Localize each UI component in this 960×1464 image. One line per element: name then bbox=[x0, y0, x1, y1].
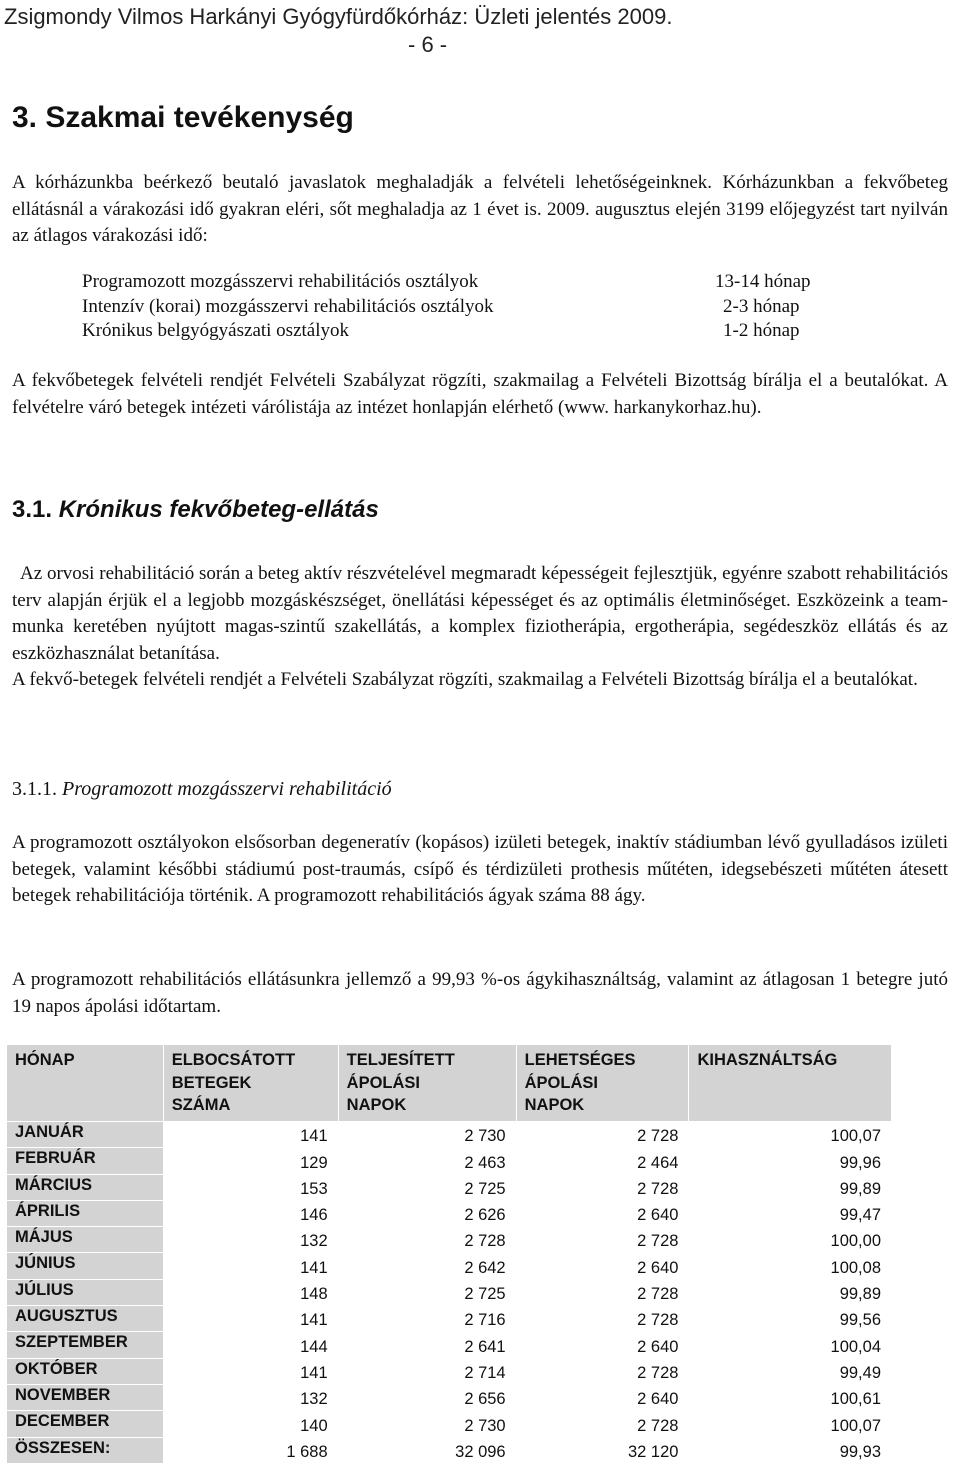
value-cell: 99,93 bbox=[689, 1437, 892, 1463]
value-cell: 2 640 bbox=[516, 1200, 689, 1226]
month-cell: ÁPRILIS bbox=[7, 1200, 164, 1226]
value-cell: 2 725 bbox=[338, 1174, 516, 1200]
value-cell: 99,89 bbox=[689, 1174, 892, 1200]
waiting-time: 13-14 hónap bbox=[715, 271, 811, 292]
value-cell: 100,61 bbox=[689, 1384, 892, 1410]
admission-paragraph: A fekvőbetegek felvételi rendjét Felvételi Szabályzat rögzíti, szakmailag a Felvételi Bizottság bírálja el a beutalókat. A felvételre váró betegek intézeti várólistája az intézet honlapján elérhető (www. harkanykorhaz.hu). bbox=[12, 370, 948, 418]
rehab-paragraph: Az orvosi rehabilitáció során a beteg aktív részvételével megmaradt képességeit fejlesztjük, egyénre szabott rehabilitációs terv alapján érjük el a legjobb mozgáskészséget, önellátási képességet és az optimális életminőséget. Eszközeink a team-munka keretében nyújtott magas-szintű szakellátás, a komplex fiziotherápia, ergotherápia, segédeszköz ellátás és az eszközhasználat betanítása. bbox=[12, 563, 948, 664]
value-cell: 2 716 bbox=[338, 1306, 516, 1332]
monthly-statistics-table bbox=[6, 1044, 892, 1464]
utilization-paragraph: A programozott rehabilitációs ellátásunkra jellemző a 99,93 %-os ágykihasználtság, valamint az átlagosan 1 betegre jutó 19 napos ápolási időtartam. bbox=[12, 969, 948, 1017]
value-cell: 100,00 bbox=[689, 1227, 892, 1253]
table-row bbox=[7, 1148, 892, 1174]
page-header bbox=[0, 2, 960, 57]
table-row bbox=[7, 1306, 892, 1332]
value-cell: 132 bbox=[163, 1384, 338, 1410]
value-cell: 2 642 bbox=[338, 1253, 516, 1279]
waiting-time-row bbox=[82, 319, 842, 344]
ward-name: Intenzív (korai) mozgásszervi rehabilitációs osztályok bbox=[82, 295, 494, 317]
value-cell: 132 bbox=[163, 1227, 338, 1253]
month-cell: ÖSSZESEN: bbox=[7, 1437, 164, 1463]
page-number: - 6 - bbox=[408, 32, 448, 57]
program-paragraph: A programozott osztályokon elsősorban degeneratív (kopásos) izületi betegek, inaktív stádiumban lévő gyulladásos izületi betegek, valamint későbbi stádiumú post-traumás, csípő és térdizületi prothesis műtéten, idegsebészeti műtéten átesett betegek rehabilitációja történik. A programozott rehabilitációs ágyak száma 88 ágy. bbox=[12, 832, 948, 906]
value-cell: 153 bbox=[163, 1174, 338, 1200]
month-cell: JANUÁR bbox=[7, 1122, 164, 1148]
subsection-number: 3.1. bbox=[12, 496, 53, 523]
month-cell: JÚNIUS bbox=[7, 1253, 164, 1279]
waiting-time-list bbox=[82, 270, 842, 344]
month-cell: MÁJUS bbox=[7, 1227, 164, 1253]
column-header: KIHASZNÁLTSÁG bbox=[689, 1045, 892, 1122]
value-cell: 2 730 bbox=[338, 1411, 516, 1437]
value-cell: 99,89 bbox=[689, 1279, 892, 1305]
month-cell: DECEMBER bbox=[7, 1411, 164, 1437]
value-cell: 2 640 bbox=[516, 1384, 689, 1410]
column-header: LEHETSÉGES ÁPOLÁSI NAPOK bbox=[516, 1045, 689, 1122]
value-cell: 2 730 bbox=[338, 1122, 516, 1148]
table-row bbox=[7, 1200, 892, 1226]
value-cell: 99,56 bbox=[689, 1306, 892, 1332]
value-cell: 2 656 bbox=[338, 1384, 516, 1410]
ward-name: Krónikus belgyógyászati osztályok bbox=[82, 320, 350, 341]
value-cell: 141 bbox=[163, 1306, 338, 1332]
table-row bbox=[7, 1227, 892, 1253]
value-cell: 2 640 bbox=[516, 1253, 689, 1279]
value-cell: 140 bbox=[163, 1411, 338, 1437]
value-cell: 99,49 bbox=[689, 1358, 892, 1384]
value-cell: 2 640 bbox=[516, 1332, 689, 1358]
value-cell: 2 714 bbox=[338, 1358, 516, 1384]
month-cell: MÁRCIUS bbox=[7, 1174, 164, 1200]
table-row bbox=[7, 1279, 892, 1305]
admission-rule-paragraph: A fekvő-betegek felvételi rendjét a Felvételi Szabályzat rögzíti, szakmailag a Felvételi Bizottság bírálja el a beutalókat. bbox=[12, 669, 918, 690]
table-row bbox=[7, 1332, 892, 1358]
waiting-time: 1-2 hónap bbox=[723, 320, 800, 341]
table-total-row bbox=[7, 1437, 892, 1463]
value-cell: 2 728 bbox=[516, 1174, 689, 1200]
sub-subsection-heading bbox=[12, 776, 392, 802]
value-cell: 2 641 bbox=[338, 1332, 516, 1358]
rehab-paragraphs bbox=[12, 561, 948, 694]
value-cell: 129 bbox=[163, 1148, 338, 1174]
month-cell: AUGUSZTUS bbox=[7, 1306, 164, 1332]
value-cell: 2 728 bbox=[516, 1122, 689, 1148]
value-cell: 100,04 bbox=[689, 1332, 892, 1358]
value-cell: 1 688 bbox=[163, 1437, 338, 1463]
value-cell: 2 725 bbox=[338, 1279, 516, 1305]
subsection-title: Krónikus fekvőbeteg-ellátás bbox=[58, 496, 379, 523]
waiting-time-row bbox=[82, 270, 842, 295]
sub-subsection-title: Programozott mozgásszervi rehabilitáció bbox=[62, 778, 392, 800]
value-cell: 2 463 bbox=[338, 1148, 516, 1174]
value-cell: 99,47 bbox=[689, 1200, 892, 1226]
column-header: ELBOCSÁTOTT BETEGEK SZÁMA bbox=[163, 1045, 338, 1122]
sub-subsection-number: 3.1.1. bbox=[12, 778, 57, 800]
column-header: TELJESÍTETT ÁPOLÁSI NAPOK bbox=[338, 1045, 516, 1122]
ward-name: Programozott mozgásszervi rehabilitációs osztályok bbox=[82, 271, 479, 292]
table-row bbox=[7, 1174, 892, 1200]
value-cell: 32 120 bbox=[516, 1437, 689, 1463]
value-cell: 2 728 bbox=[516, 1358, 689, 1384]
value-cell: 2 728 bbox=[516, 1279, 689, 1305]
table-row bbox=[7, 1358, 892, 1384]
value-cell: 141 bbox=[163, 1253, 338, 1279]
month-cell: NOVEMBER bbox=[7, 1384, 164, 1410]
value-cell: 144 bbox=[163, 1332, 338, 1358]
table-row bbox=[7, 1384, 892, 1410]
waiting-time: 2-3 hónap bbox=[723, 295, 800, 317]
value-cell: 2 464 bbox=[516, 1148, 689, 1174]
table-row bbox=[7, 1122, 892, 1148]
value-cell: 2 728 bbox=[338, 1227, 516, 1253]
document-title: Zsigmondy Vilmos Harkányi Gyógyfürdőkórház: Üzleti jelentés 2009. bbox=[4, 4, 673, 29]
table-row bbox=[7, 1253, 892, 1279]
value-cell: 141 bbox=[163, 1358, 338, 1384]
value-cell: 100,07 bbox=[689, 1122, 892, 1148]
value-cell: 146 bbox=[163, 1200, 338, 1226]
table-row bbox=[7, 1411, 892, 1437]
value-cell: 2 728 bbox=[516, 1227, 689, 1253]
month-cell: OKTÓBER bbox=[7, 1358, 164, 1384]
month-cell: FEBRUÁR bbox=[7, 1148, 164, 1174]
column-header: HÓNAP bbox=[7, 1045, 164, 1122]
waiting-time-row bbox=[82, 295, 842, 320]
month-cell: JÚLIUS bbox=[7, 1279, 164, 1305]
table-body bbox=[7, 1122, 892, 1464]
value-cell: 100,08 bbox=[689, 1253, 892, 1279]
section-heading: 3. Szakmai tevékenység bbox=[12, 101, 354, 134]
month-cell: SZEPTEMBER bbox=[7, 1332, 164, 1358]
value-cell: 99,96 bbox=[689, 1148, 892, 1174]
subsection-heading bbox=[12, 495, 379, 525]
value-cell: 100,07 bbox=[689, 1411, 892, 1437]
value-cell: 2 626 bbox=[338, 1200, 516, 1226]
table-header-row bbox=[7, 1045, 892, 1122]
value-cell: 2 728 bbox=[516, 1306, 689, 1332]
value-cell: 32 096 bbox=[338, 1437, 516, 1463]
value-cell: 2 728 bbox=[516, 1411, 689, 1437]
value-cell: 148 bbox=[163, 1279, 338, 1305]
value-cell: 141 bbox=[163, 1122, 338, 1148]
intro-paragraph: A kórházunkba beérkező beutaló javaslatok meghaladják a felvételi lehetőségeinknek. Kórházunkban a fekvőbeteg ellátásnál a várakozási idő gyakran eléri, sőt meghaladja az 1 évet is. 2009. augusztus elején 3199 előjegyzést tart nyilván az átlagos várakozási idő: bbox=[12, 172, 948, 246]
